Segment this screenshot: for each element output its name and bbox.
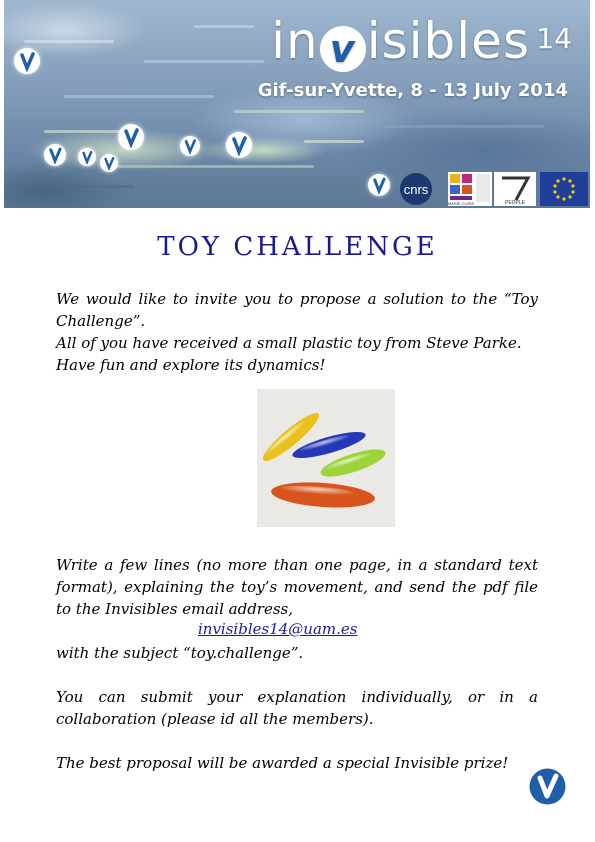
brand-v-icon: v xyxy=(320,26,366,72)
subject-line: with the subject “toy.challenge”. xyxy=(56,644,304,662)
logo-bubble-icon xyxy=(78,148,96,166)
toy-photo xyxy=(257,389,395,527)
invisibles-logo-icon xyxy=(529,768,566,805)
orange-toy xyxy=(270,479,375,510)
header-banner xyxy=(4,0,590,208)
prize-paragraph: The best proposal will be awarded a special Invisible prize! xyxy=(56,754,509,772)
brand-title: in v isibles xyxy=(271,12,530,71)
logo-bubble-icon xyxy=(14,48,40,74)
intro-line-2: All of you have received a small plastic toy from Steve Parke. xyxy=(56,334,522,352)
logo-bubble-icon xyxy=(226,132,252,158)
svg-text:MARIE CURIE: MARIE CURIE xyxy=(448,201,475,206)
edition-number: 14 xyxy=(536,22,572,55)
instructions-paragraph: Write a few lines (no more than one page, in a standard text format), explaining the toy’s movement, and send the pdf file to the Invisibles email address, xyxy=(56,556,538,618)
logo-bubble-icon xyxy=(100,154,118,172)
eu-flag-logo xyxy=(540,172,588,206)
event-location-date: Gif-sur-Yvette, 8 - 13 July 2014 xyxy=(257,80,568,101)
svg-text:PEOPLE: PEOPLE xyxy=(504,200,526,206)
submission-paragraph: You can submit your explanation individually, or in a collaboration (please id all the members). xyxy=(56,688,538,728)
marie-curie-actions-logo xyxy=(448,172,492,206)
svg-text:cnrs: cnrs xyxy=(403,182,429,197)
yellow-toy xyxy=(258,408,323,467)
logo-bubble-icon xyxy=(118,124,144,150)
logo-bubble-icon xyxy=(180,136,200,156)
cnrs-logo xyxy=(396,172,436,206)
fp7-people-logo xyxy=(494,172,536,206)
intro-line-1: We would like to invite you to propose a solution to the “Toy Challenge”. xyxy=(56,290,538,330)
logo-bubble-icon xyxy=(368,174,390,196)
email-link[interactable]: invisibles14@uam.es xyxy=(198,620,358,638)
page-title: TOY CHALLENGE xyxy=(157,232,438,262)
intro-paragraph xyxy=(56,288,538,376)
logo-bubble-icon xyxy=(44,144,66,166)
intro-line-3: Have fun and explore its dynamics! xyxy=(56,356,326,374)
